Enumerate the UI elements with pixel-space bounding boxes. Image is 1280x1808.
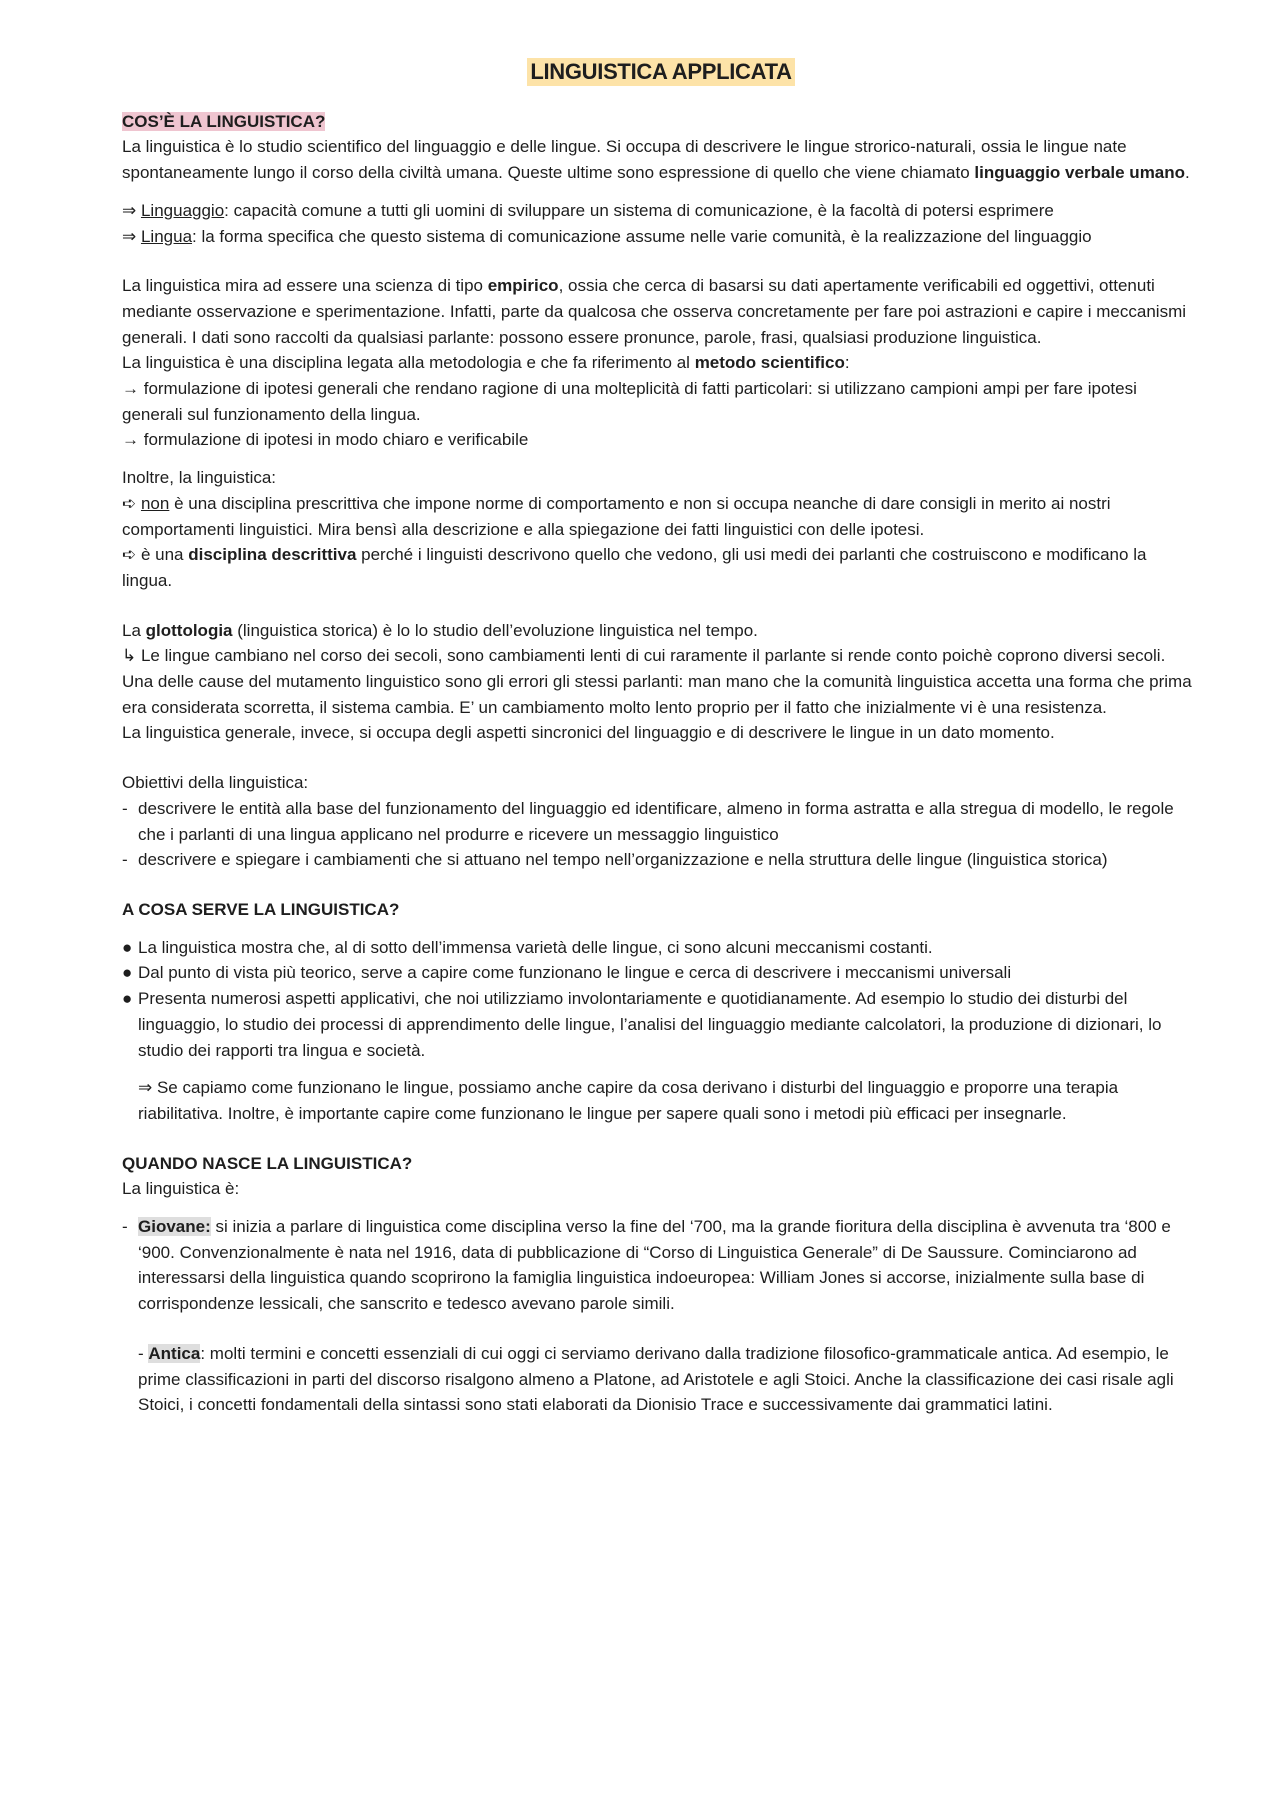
list-item-text: La linguistica mostra che, al di sotto dell’immensa varietà delle lingue, ci sono alcuni meccanismi costanti. [138, 937, 933, 957]
text-run: ➪ è una [122, 545, 189, 565]
dash-marker: - [138, 1343, 149, 1363]
paragraph-note: ⇒ Se capiamo come funzionano le lingue, possiamo anche capire da cosa derivano i disturbi del linguaggio e proporre una terapia riabilitativa. Inoltre, è importante capire come funzionano le lingue per sapere quali sono i metodi più efficaci per insegnarle. [138, 1078, 1119, 1123]
page-title: LINGUISTICA APPLICATA [527, 58, 794, 86]
text-run: , ossia che cerca di basarsi su dati apertamente verificabili ed oggettivi, ottenuti mediante osservazione e sperimentazione. Infatti, parte da qualcosa che osserva concretamente per fare poi astrazioni e capire i meccanismi generali. I dati sono raccolti da qualsiasi parlante: possono essere pronunce, parole, frasi, qualsiasi produzione linguistica. [122, 276, 1187, 347]
bullet-list [122, 935, 1200, 1064]
list-item-text: descrivere le entità alla base del funzionamento del linguaggio ed identificare, almeno in forma astratta e alla stregua di modello, le regole che i parlanti di una lingua applicano nel produrre e ricevere un messaggio linguistico [138, 798, 1174, 844]
list-item-giovane [122, 1214, 1200, 1317]
text-run: La linguistica mira ad essere una scienza di tipo [122, 276, 488, 296]
bold-text: disciplina descrittiva [188, 545, 357, 565]
text-run: (linguistica storica) è lo lo studio dell’evoluzione linguistica nel tempo. [232, 620, 758, 640]
paragraph-generale: La linguistica generale, invece, si occupa degli aspetti sincronici del linguaggio e di descrivere le lingue in un dato momento. [122, 723, 1055, 743]
paragraph-glottologia [122, 618, 1200, 644]
text-run: : la forma specifica che questo sistema di comunicazione assume nelle varie comunità, è la realizzazione del linguaggio [192, 226, 1092, 246]
arrow-item-1: → formulazione di ipotesi generali che rendano ragione di una molteplicità di fatti particolari: si utilizzano campioni ampi per fare ipotesi generali sul funzionamento della lingua. [122, 379, 1137, 424]
label-giovane: Giovane: [138, 1217, 211, 1237]
text-run: : [844, 353, 850, 373]
paragraph-inoltre: Inoltre, la linguistica: [122, 468, 277, 488]
item-descrittiva [122, 542, 1200, 593]
text-run: La linguistica è una disciplina legata alla metodologia e che fa riferimento al [122, 353, 695, 373]
list-item [122, 796, 1200, 847]
paragraph-intro [122, 134, 1200, 185]
title-wrap [122, 58, 1200, 87]
paragraph-nasce-intro: La linguistica è: [122, 1179, 240, 1199]
list-item-text: Dal punto di vista più teorico, serve a capire come funzionano le lingue e cerca di descrivere i meccanismi universali [138, 963, 1012, 983]
list-item [122, 986, 1200, 1063]
underlined-term: Linguaggio [140, 200, 225, 220]
dash-marker: - [122, 798, 128, 818]
underlined-term: non [140, 493, 170, 513]
item-non-prescrittiva [122, 491, 1200, 542]
bullet-marker: ● [122, 937, 133, 957]
section-heading-cose-text: COS’È LA LINGUISTICA? [122, 111, 326, 131]
paragraph-metodo [122, 350, 1200, 376]
bold-text: glottologia [145, 620, 233, 640]
list-item [122, 935, 1200, 961]
definition-lingua [122, 224, 1200, 250]
text-run: ➪ [122, 493, 141, 513]
section-heading-nasce: QUANDO NASCE LA LINGUISTICA? [122, 1153, 413, 1173]
bold-text: metodo scientifico [694, 353, 845, 373]
list-item [122, 960, 1200, 986]
dash-marker: - [122, 1217, 128, 1237]
definition-linguaggio [122, 198, 1200, 224]
text-giovane: si inizia a parlare di linguistica come disciplina verso la fine del ‘700, ma la grande fioritura della disciplina è avvenuta tra ‘800 e ‘900. Convenzionalmente è nata nel 1916, data di pubblicazione di “Corso di Linguistica Generale” di De Saussure. Cominciarono ad interessarsi della linguistica quando scoprirono la famiglia linguistica indoeuropea: William Jones si accorse, inizialmente sulla base di corrispondenze lessicali, che sanscrito e tedesco avevano parole simili. [138, 1217, 1171, 1314]
text-run: : capacità comune a tutti gli uomini di sviluppare un sistema di comunicazione, è la facoltà di potersi esprimere [224, 200, 1054, 220]
bold-text: empirico [487, 276, 559, 296]
bold-text: linguaggio verbale umano [974, 163, 1186, 183]
dash-marker: - [122, 850, 128, 870]
text-run: ⇒ [122, 200, 141, 220]
section-heading-cose [122, 109, 1200, 135]
obiettivi-title: Obiettivi della linguistica: [122, 773, 309, 793]
paragraph-glottologia-detail: ↳ Le lingue cambiano nel corso dei secoli, sono cambiamenti lenti di cui raramente il parlante si rende conto poichè coprono diversi secoli. Una delle cause del mutamento linguistico sono gli errori gli stessi parlanti: man mano che la comunità linguistica accetta una forma che prima era considerata scorretta, il sistema cambia. E’ un cambiamento molto lento proprio per il fatto che inizialmente vi è una resistenza. [122, 646, 1192, 717]
text-antica: : molti termini e concetti essenziali di cui oggi ci serviamo derivano dalla tradizione filosofico-grammaticale antica. Ad esempio, le prime classificazioni in parti del discorso risalgono almeno a Platone, ad Aristotele e agli Stoici. Anche la classificazione dei casi risale agli Stoici, i concetti fondamentali della sintassi sono stati elaborati da Dionisio Trace e successivamente dai grammatici latini. [138, 1343, 1174, 1415]
text-run: è una disciplina prescrittiva che impone norme di comportamento e non si occupa neanche di dare consigli in merito ai nostri comportamenti linguistici. Mira bensì alla descrizione e alla spiegazione dei fatti linguistici con delle ipotesi. [122, 493, 1111, 539]
list-item [122, 847, 1200, 873]
arrow-item-2: → formulazione di ipotesi in modo chiaro e verificabile [122, 430, 529, 450]
underlined-term: Lingua [140, 226, 193, 246]
bullet-marker: ● [122, 963, 133, 983]
text-run: perché i linguisti descrivono quello che vedono, gli usi medi dei parlanti che costruiscono e modificano la lingua. [122, 545, 1147, 590]
text-run: La [122, 620, 146, 640]
text-run: ⇒ [122, 226, 141, 246]
section-heading-serve: A COSA SERVE LA LINGUISTICA? [122, 899, 400, 919]
label-antica: Antica [148, 1343, 201, 1363]
list-item-antica [122, 1341, 1200, 1418]
bullet-marker: ● [122, 989, 133, 1009]
paragraph-empirico [122, 273, 1200, 350]
list-item-text: descrivere e spiegare i cambiamenti che si attuano nel tempo nell’organizzazione e nella struttura delle lingue (linguistica storica) [138, 850, 1108, 870]
list-item-text: Presenta numerosi aspetti applicativi, che noi utilizziamo involontariamente e quotidianamente. Ad esempio lo studio dei disturbi del linguaggio, lo studio dei processi di apprendimento delle lingue, l’analisi del linguaggio mediante calcolatori, la produzione di dizionari, lo studio dei rapporti tra lingua e società. [138, 989, 1162, 1060]
text-run: La linguistica è lo studio scientifico del linguaggio e delle lingue. Si occupa di descrivere le lingue strorico-naturali, ossia le lingue nate spontaneamente lungo il corso della civiltà umana. Queste ultime sono espressione di quello che viene chiamato [122, 137, 1127, 183]
text-run: . [1185, 163, 1190, 183]
